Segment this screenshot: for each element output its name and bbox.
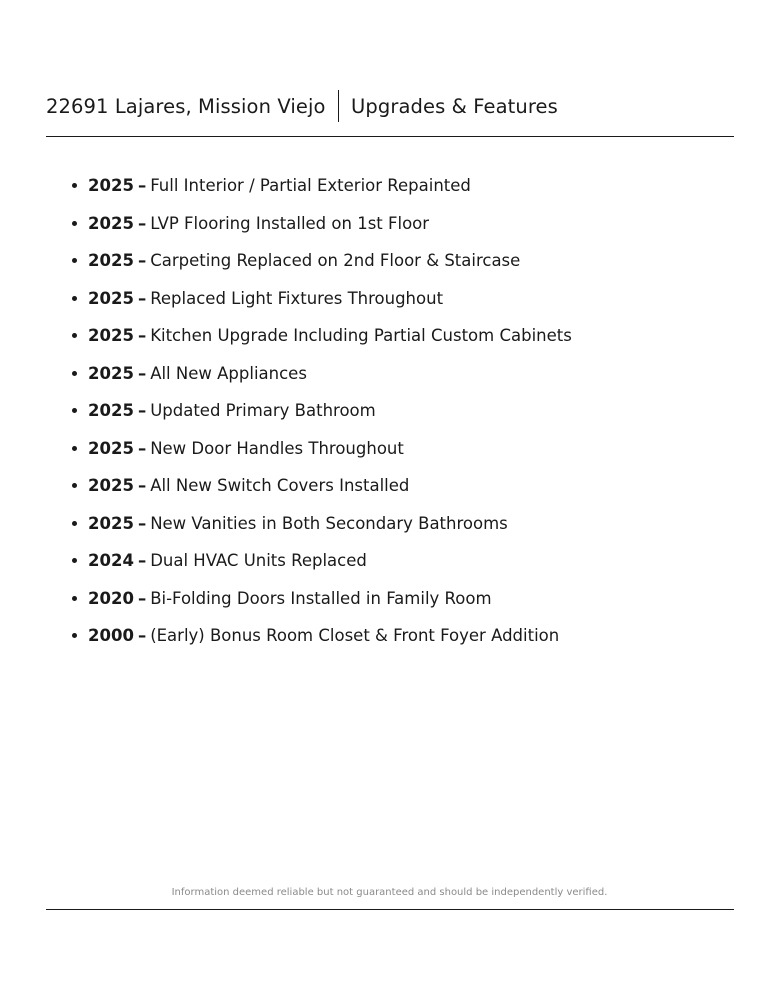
list-item [72, 580, 572, 618]
list-item [72, 280, 572, 318]
item-separator: – [137, 551, 147, 571]
bullet-icon [72, 521, 77, 526]
upgrades-list [72, 167, 572, 655]
item-separator: – [137, 326, 147, 346]
item-year: 2020 [88, 588, 134, 608]
bullet-icon [72, 296, 77, 301]
list-item [72, 242, 572, 280]
header-divider [338, 90, 340, 122]
item-separator: – [137, 288, 147, 308]
item-year: 2025 [88, 438, 134, 458]
bottom-rule [46, 909, 734, 910]
item-text: Carpeting Replaced on 2nd Floor & Staircase [150, 251, 521, 271]
bullet-icon [72, 408, 77, 413]
item-separator: – [137, 438, 147, 458]
bullet-icon [72, 333, 77, 338]
item-separator: – [137, 401, 147, 421]
list-item [72, 355, 572, 393]
item-separator: – [137, 363, 147, 383]
item-year: 2025 [88, 513, 134, 533]
item-text: Kitchen Upgrade Including Partial Custom Cabinets [150, 326, 572, 346]
bullet-icon [72, 483, 77, 488]
bullet-icon [72, 446, 77, 451]
item-separator: – [137, 251, 147, 271]
list-item [72, 542, 572, 580]
list-item [72, 505, 572, 543]
item-text: Replaced Light Fixtures Throughout [150, 288, 444, 308]
item-text: Dual HVAC Units Replaced [150, 551, 367, 571]
list-item [72, 430, 572, 468]
item-separator: – [137, 588, 147, 608]
bullet-icon [72, 183, 77, 188]
item-year: 2025 [88, 401, 134, 421]
top-rule [46, 136, 734, 137]
bullet-icon [72, 258, 77, 263]
item-text: All New Appliances [150, 363, 307, 383]
item-text: LVP Flooring Installed on 1st Floor [150, 213, 430, 233]
item-year: 2025 [88, 288, 134, 308]
item-text: (Early) Bonus Room Closet & Front Foyer Addition [150, 626, 560, 646]
item-text: All New Switch Covers Installed [150, 476, 410, 496]
disclaimer-text: Information deemed reliable but not guaranteed and should be independently verified. [171, 887, 608, 898]
item-text: Updated Primary Bathroom [150, 401, 376, 421]
list-item [72, 317, 572, 355]
bullet-icon [72, 371, 77, 376]
item-text: New Door Handles Throughout [150, 438, 404, 458]
item-year: 2025 [88, 213, 134, 233]
property-address: 22691 Lajares, Mission Viejo [46, 94, 326, 118]
item-year: 2025 [88, 251, 134, 271]
bullet-icon [72, 633, 77, 638]
item-year: 2025 [88, 176, 134, 196]
list-item [72, 167, 572, 205]
list-item [72, 392, 572, 430]
item-text: New Vanities in Both Secondary Bathrooms [150, 513, 508, 533]
item-separator: – [137, 513, 147, 533]
item-year: 2025 [88, 476, 134, 496]
list-item [72, 205, 572, 243]
item-year: 2025 [88, 363, 134, 383]
list-item [72, 617, 572, 655]
bullet-icon [72, 596, 77, 601]
page-header [46, 88, 558, 124]
item-year: 2000 [88, 626, 134, 646]
item-separator: – [137, 626, 147, 646]
list-item [72, 467, 572, 505]
item-year: 2025 [88, 326, 134, 346]
item-text: Full Interior / Partial Exterior Repainted [150, 176, 471, 196]
item-separator: – [137, 213, 147, 233]
item-text: Bi-Folding Doors Installed in Family Room [150, 588, 492, 608]
item-separator: – [137, 476, 147, 496]
item-year: 2024 [88, 551, 134, 571]
bullet-icon [72, 558, 77, 563]
bullet-icon [72, 221, 77, 226]
item-separator: – [137, 176, 147, 196]
section-title: Upgrades & Features [351, 94, 558, 118]
